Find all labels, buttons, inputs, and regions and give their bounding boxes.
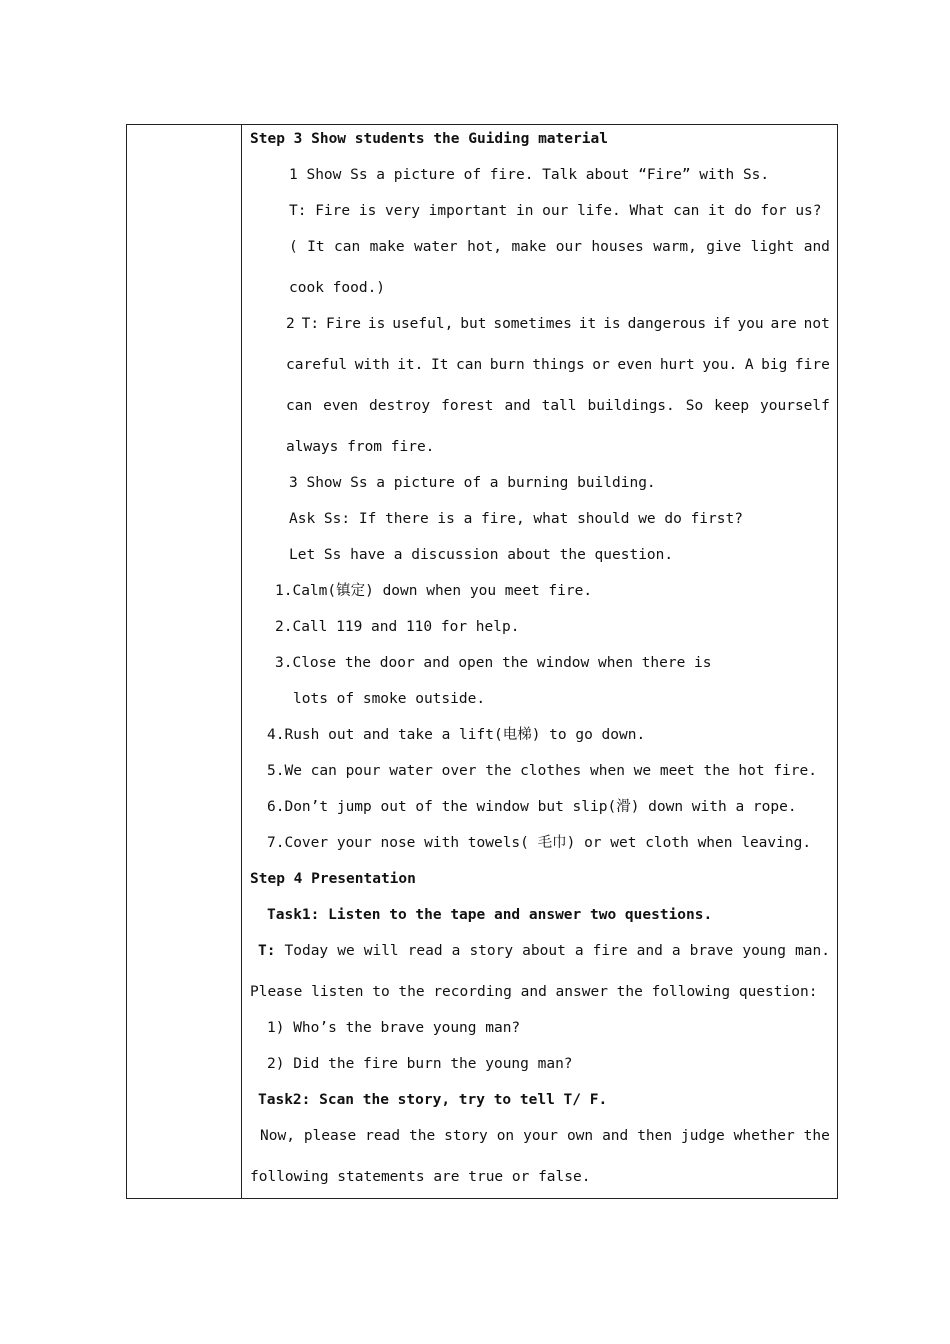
word: brave — [689, 943, 734, 959]
word: It — [307, 239, 325, 255]
word: even — [323, 398, 359, 414]
list-item: 1.Calm(镇定) down when you meet fire. — [275, 583, 593, 599]
item2-line3 — [286, 396, 830, 416]
word: make — [511, 239, 547, 255]
word: it. — [397, 357, 424, 373]
word: ( — [289, 239, 298, 255]
word: So — [685, 398, 704, 414]
step3-item3: 3 Show Ss a picture of a burning building. — [289, 475, 656, 491]
column-divider — [241, 125, 242, 1198]
word: we — [337, 943, 355, 959]
word: make — [369, 239, 405, 255]
word: useful, — [392, 316, 454, 332]
word: you. — [702, 357, 738, 373]
word: it — [578, 316, 597, 332]
word: Now, — [260, 1128, 295, 1144]
word: big — [761, 357, 788, 373]
word: water — [414, 239, 458, 255]
word: and — [636, 943, 663, 959]
question-2: 2) Did the fire burn the young man? — [267, 1056, 573, 1072]
item2-line2 — [286, 355, 830, 375]
word: read — [365, 1128, 401, 1144]
word: a — [574, 943, 584, 959]
word: judge — [681, 1128, 725, 1144]
word: give — [706, 239, 742, 255]
word: young — [742, 943, 786, 959]
word: buildings. — [587, 398, 675, 414]
word: story — [444, 1128, 488, 1144]
word: please — [303, 1128, 357, 1144]
word: story — [469, 943, 514, 959]
word: not — [803, 316, 830, 332]
word: the — [803, 1128, 830, 1144]
word: burn — [489, 357, 525, 373]
answer-line — [289, 237, 830, 257]
word: own — [566, 1128, 594, 1144]
word: a — [451, 943, 461, 959]
list-item-continued: lots of smoke outside. — [293, 691, 486, 707]
word: yourself — [760, 398, 830, 414]
word: Today — [284, 943, 329, 959]
answer-line-end: cook food.) — [289, 280, 386, 296]
word: if — [713, 316, 731, 332]
word: houses — [591, 239, 644, 255]
word: but — [460, 316, 487, 332]
empty-left-cell — [127, 125, 241, 1198]
teacher-label: T: — [258, 943, 276, 959]
word: 2 — [286, 316, 295, 332]
word: are — [770, 316, 797, 332]
word: T: — [301, 316, 320, 332]
word: on — [496, 1128, 515, 1144]
word: can — [334, 239, 361, 255]
word: with — [354, 357, 390, 373]
word: fire — [592, 943, 628, 959]
word: our — [555, 239, 582, 255]
list-item: 5.We can pour water over the clothes when we meet the hot fire. — [267, 763, 817, 779]
word: and — [803, 239, 830, 255]
lesson-table — [126, 124, 838, 1199]
item2-line1 — [286, 314, 830, 334]
step4-heading: Step 4 Presentation — [250, 871, 416, 887]
word: hot, — [467, 239, 503, 255]
word: sometimes — [493, 316, 572, 332]
word: can — [456, 357, 483, 373]
word: light — [750, 239, 795, 255]
word: Fire — [326, 316, 361, 332]
list-item: 6.Don’t jump out of the window but slip(滑) down with a rope. — [267, 799, 797, 815]
step3-heading: Step 3 Show students the Guiding material — [250, 131, 608, 147]
task1-heading: Task1: Listen to the tape and answer two questions. — [267, 907, 713, 923]
word: things — [532, 357, 585, 373]
word: destroy — [369, 398, 431, 414]
word: about — [522, 943, 566, 959]
step3-item1: 1 Show Ss a picture of fire. Talk about “Fire” with Ss. — [289, 167, 770, 183]
list-item: 3.Close the door and open the window when there is — [275, 655, 712, 671]
word: is — [367, 316, 386, 332]
word: tall — [541, 398, 577, 414]
word: man. — [795, 943, 830, 959]
word: and — [504, 398, 531, 414]
word: then — [637, 1128, 673, 1144]
now-read-line — [260, 1126, 830, 1146]
teacher-intro-line — [258, 941, 830, 961]
word: your — [523, 1128, 559, 1144]
word: will — [363, 943, 399, 959]
discussion-line: Let Ss have a discussion about the question. — [289, 547, 674, 563]
list-item: 4.Rush out and take a lift(电梯) to go down. — [267, 727, 646, 743]
word: keep — [714, 398, 750, 414]
please-listen-line: Please listen to the recording and answer the following question: — [250, 984, 818, 1000]
question-1: 1) Who’s the brave young man? — [267, 1020, 521, 1036]
task2-heading: Task2: Scan the story, try to tell T/ F. — [258, 1092, 608, 1108]
word: the — [409, 1128, 436, 1144]
word: dangerous — [627, 316, 707, 332]
word: you — [737, 316, 764, 332]
word: a — [671, 943, 681, 959]
following-statements-line: following statements are true or false. — [250, 1169, 591, 1185]
teacher-question: T: Fire is very important in our life. What can it do for us? — [289, 203, 822, 219]
word: is — [603, 316, 621, 332]
word: fire — [794, 357, 830, 373]
content-cell — [250, 125, 835, 1198]
word: A — [744, 357, 754, 373]
word: whether — [733, 1128, 795, 1144]
list-item: 7.Cover your nose with towels( 毛巾) or wet cloth when leaving. — [267, 835, 812, 851]
word: It — [430, 357, 449, 373]
word: read — [407, 943, 443, 959]
word: forest — [441, 398, 494, 414]
list-item: 2.Call 119 and 110 for help. — [275, 619, 520, 635]
word: warm, — [653, 239, 697, 255]
ask-students: Ask Ss: If there is a fire, what should we do first? — [289, 511, 743, 527]
word: careful — [286, 357, 348, 373]
word: can — [286, 398, 313, 414]
word: even — [617, 357, 653, 373]
word: or — [592, 357, 610, 373]
word: hurt — [659, 357, 695, 373]
word: and — [602, 1128, 629, 1144]
item2-line4: always from fire. — [286, 439, 435, 455]
